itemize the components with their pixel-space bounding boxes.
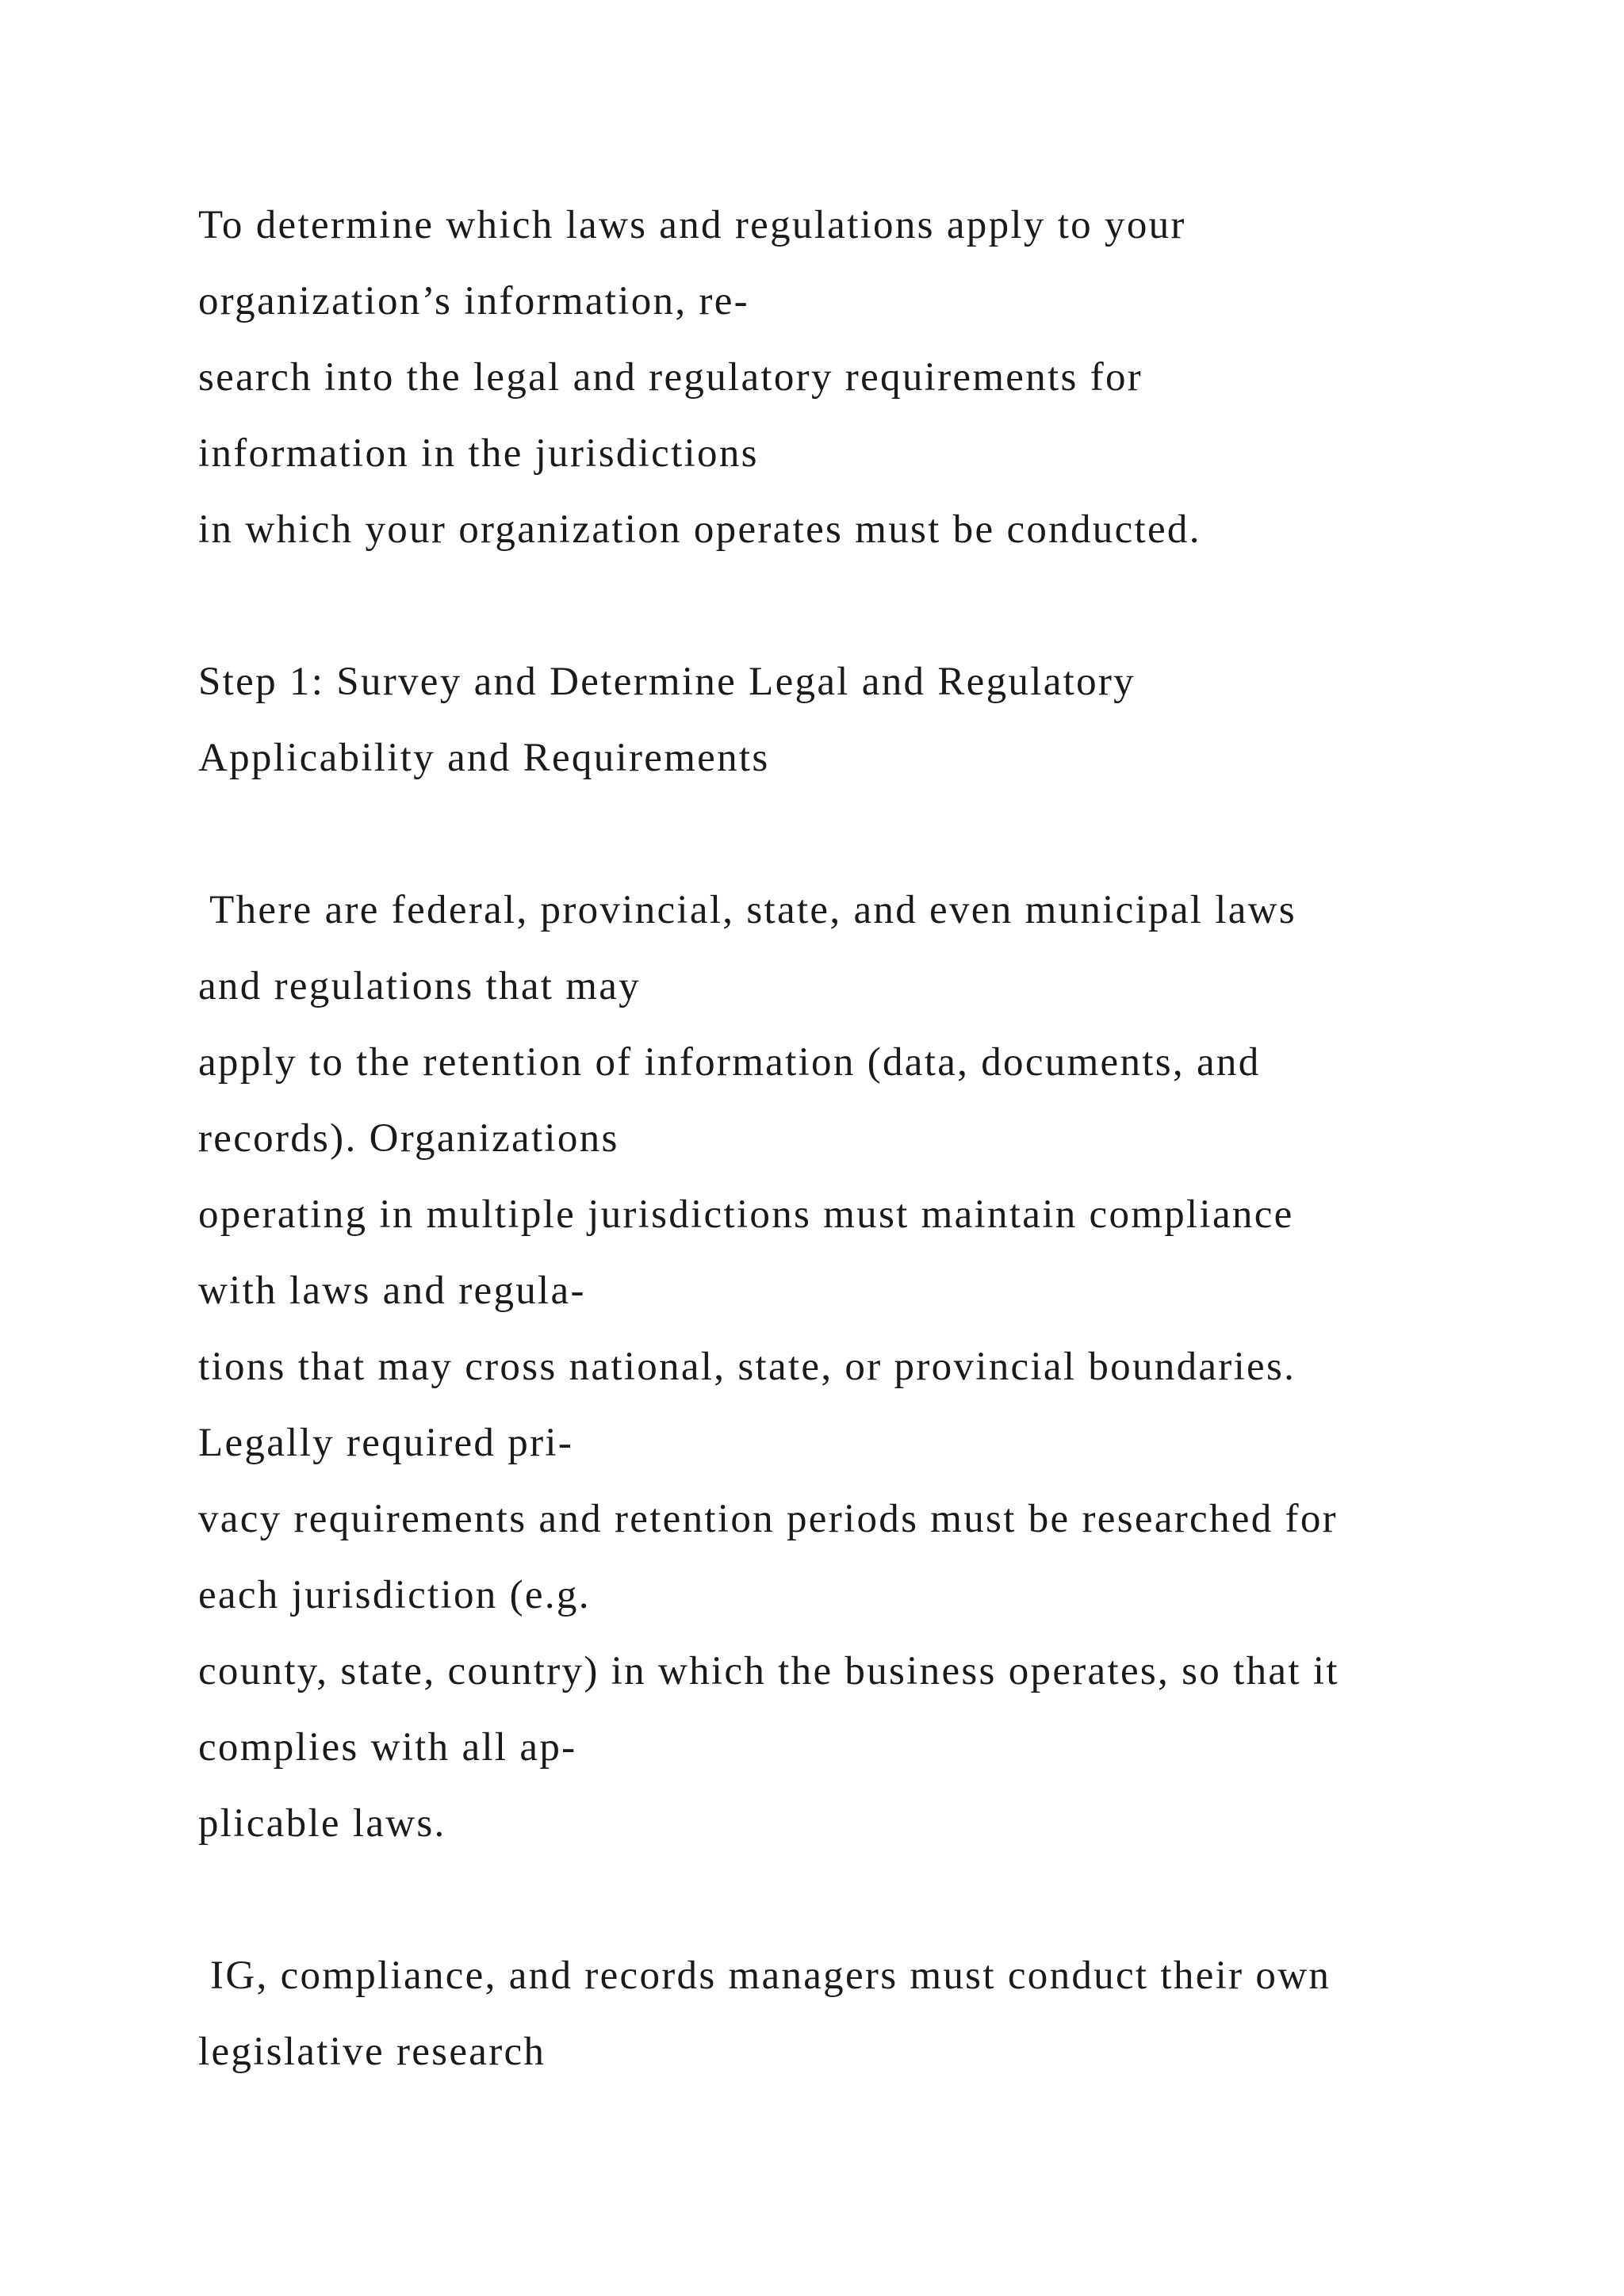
text-line: and regulations that may (198, 964, 641, 1008)
text-line: To determine which laws and regulations apply to your (198, 203, 1186, 247)
text-line: vacy requirements and retention periods must be researched for (198, 1497, 1338, 1541)
text-line: Legally required pri- (198, 1421, 574, 1465)
paragraph-legislative-research (198, 1938, 1546, 2090)
text-line: search into the legal and regulatory requirements for (198, 355, 1143, 400)
text-line: in which your organization operates must be conducted. (198, 507, 1201, 552)
text-line: records). Organizations (198, 1116, 619, 1161)
document-body (198, 187, 1546, 2090)
text-line: each jurisdiction (e.g. (198, 1573, 591, 1617)
paragraph-spacer (198, 796, 1546, 872)
heading-line: Step 1: Survey and Determine Legal and Regulatory (198, 660, 1136, 704)
text-line: legislative research (198, 2030, 546, 2074)
text-line: county, state, country) in which the business operates, so that it (198, 1649, 1339, 1693)
text-line: with laws and regula- (198, 1269, 586, 1313)
text-line: apply to the retention of information (data, documents, and (198, 1040, 1261, 1085)
text-line: organization’s information, re- (198, 279, 749, 323)
text-line: There are federal, provincial, state, and even municipal laws (198, 888, 1297, 932)
paragraph-intro (198, 187, 1546, 568)
text-line: IG, compliance, and records managers must conduct their own (198, 1954, 1331, 1998)
section-heading-step-1 (198, 644, 1546, 796)
text-line: information in the jurisdictions (198, 431, 759, 476)
paragraph-spacer (198, 1862, 1546, 1938)
text-line: tions that may cross national, state, or provincial boundaries. (198, 1345, 1297, 1389)
text-line: plicable laws. (198, 1801, 446, 1846)
text-line: operating in multiple jurisdictions must maintain compliance (198, 1192, 1294, 1237)
paragraph-spacer (198, 568, 1546, 644)
paragraph-jurisdictions (198, 872, 1546, 1862)
heading-line: Applicability and Requirements (198, 736, 770, 780)
text-line: complies with all ap- (198, 1725, 577, 1770)
